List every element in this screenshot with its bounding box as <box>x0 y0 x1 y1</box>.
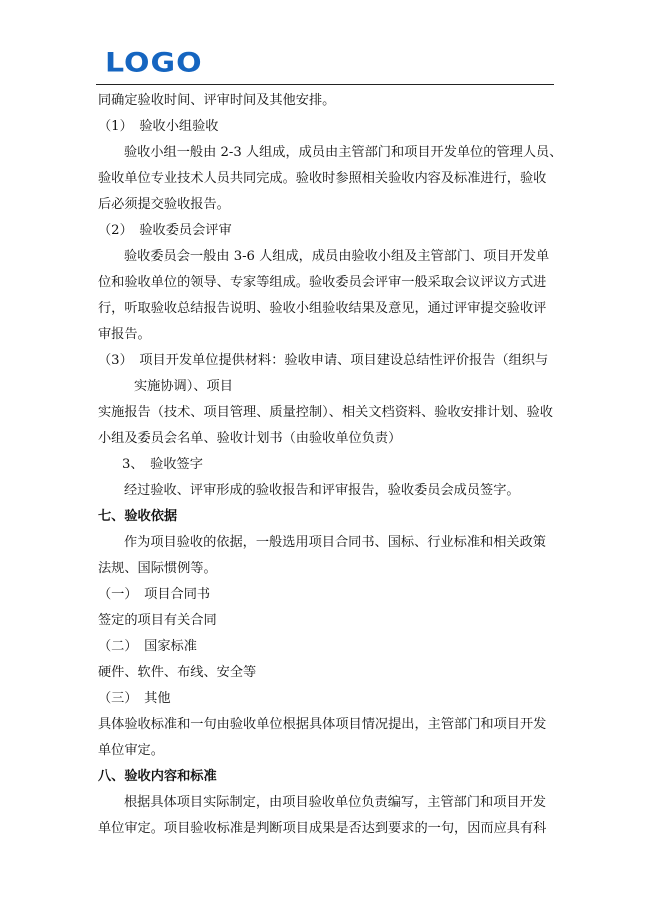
text-line: 具体验收标准和一句由验收单位根据具体项目情况提出，主管部门和项目开发 <box>98 717 547 732</box>
logo: LOGO <box>105 47 203 79</box>
text-line: 同确定验收时间、评审时间及其他安排。 <box>98 93 336 108</box>
document-body <box>98 88 563 842</box>
text-line: 签定的项目有关合同 <box>98 613 217 628</box>
text-line: 法规、国际惯例等。 <box>98 561 217 576</box>
text-line: （二） 国家标准 <box>98 639 197 654</box>
text-line: 验收小组一般由 2-3 人组成，成员由主管部门和项目开发单位的管理人员、 <box>124 145 563 160</box>
text-line: 实施报告（技术、项目管理、质量控制）、相关文档资料、验收安排计划、验收 <box>98 405 553 420</box>
text-line: 后必须提交验收报告。 <box>98 197 230 212</box>
text-line: （3） 项目开发单位提供材料：验收申请、项目建设总结性评价报告（组织与 <box>98 353 549 368</box>
text-line: （一） 项目合同书 <box>98 587 211 602</box>
text-line: （2） 验收委员会评审 <box>98 223 232 238</box>
text-line: 硬件、软件、布线、安全等 <box>98 665 257 680</box>
text-line: （三） 其他 <box>98 691 171 706</box>
text-line: 验收委员会一般由 3-6 人组成，成员由验收小组及主管部门、项目开发单 <box>124 249 550 264</box>
text-line: 验收单位专业技术人员共同完成。验收时参照相关验收内容及标准进行，验收 <box>98 171 547 186</box>
text-line: 小组及委员会名单、验收计划书（由验收单位负责） <box>98 431 402 446</box>
text-line: 审报告。 <box>98 327 151 342</box>
header-rule <box>96 84 554 85</box>
text-line: （1） 验收小组验收 <box>98 119 219 134</box>
text-line: 经过验收、评审形成的验收报告和评审报告，验收委员会成员签字。 <box>124 483 520 498</box>
text-line: 根据具体项目实际制定，由项目验收单位负责编写，主管部门和项目开发 <box>124 795 546 810</box>
text-line: 3、 验收签字 <box>122 457 203 472</box>
text-line: 行，听取验收总结报告说明、验收小组验收结果及意见，通过评审提交验收评 <box>98 301 547 316</box>
text-line: 单位审定。 <box>98 743 164 758</box>
section-heading: 七、验收依据 <box>98 509 178 524</box>
text-line: 作为项目验收的依据，一般选用项目合同书、国标、行业标准和相关政策 <box>124 535 546 550</box>
text-line: 位和验收单位的领导、专家等组成。验收委员会评审一般采取会议评议方式进 <box>98 275 547 290</box>
text-line: 实施协调）、项目 <box>134 379 233 394</box>
text-line: 单位审定。项目验收标准是判断项目成果是否达到要求的一句，因而应具有科 <box>98 821 547 836</box>
section-heading: 八、验收内容和标准 <box>98 769 217 784</box>
